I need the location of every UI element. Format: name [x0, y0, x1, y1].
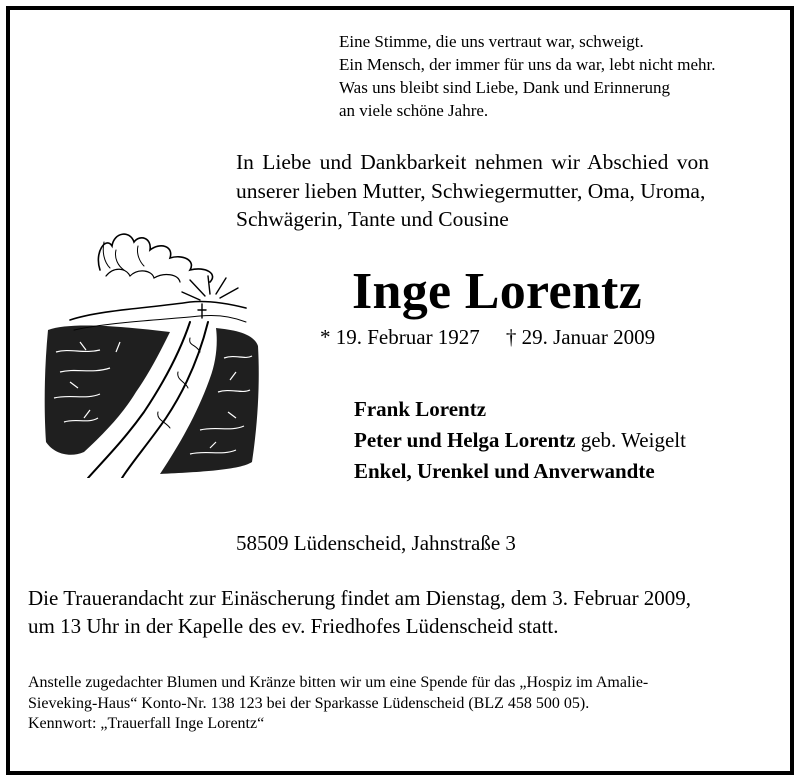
- donation-line: Kennwort: „Trauerfall Inge Lorentz“: [28, 715, 265, 732]
- intro-line: In Liebe und Dankbarkeit nehmen wir Abschied von: [236, 150, 709, 174]
- life-dates: [320, 325, 655, 350]
- mourners-list: [354, 394, 686, 487]
- poem: [339, 30, 716, 122]
- intro-line: Schwägerin, Tante und Cousine: [236, 207, 509, 231]
- landscape-illustration: [40, 222, 260, 478]
- mourner-line: Enkel, Urenkel und Anverwandte: [354, 459, 655, 483]
- donation-line: Sieveking-Haus“ Konto-Nr. 138 123 bei der Sparkasse Lüdenscheid (BLZ 458 500 05).: [28, 694, 590, 712]
- maiden-name-note: geb. Weigelt: [580, 428, 686, 452]
- poem-line: an viele schöne Jahre.: [339, 101, 489, 120]
- donation-line: Anstelle zugedachter Blumen und Kränze bitten wir um eine Spende für das „Hospiz im Amalie-: [28, 674, 649, 691]
- service-line: um 13 Uhr in der Kapelle des ev. Friedhofes Lüdenscheid statt.: [28, 614, 559, 638]
- mourner-names: Peter und Helga Lorentz: [354, 428, 576, 452]
- death-date: † 29. Januar 2009: [505, 325, 656, 349]
- service-info: [28, 584, 691, 640]
- poem-line: Was uns bleibt sind Liebe, Dank und Erinnerung: [339, 78, 671, 97]
- donation-note: [28, 673, 648, 735]
- poem-line: Ein Mensch, der immer für uns da war, lebt nicht mehr.: [339, 55, 716, 74]
- poem-line: Eine Stimme, die uns vertraut war, schweigt.: [339, 32, 644, 51]
- address: 58509 Lüdenscheid, Jahnstraße 3: [236, 531, 516, 555]
- mourner-line: [354, 425, 686, 456]
- intro-text: [236, 148, 709, 234]
- mourner-line: Frank Lorentz: [354, 397, 487, 421]
- intro-line: unserer lieben Mutter, Schwiegermutter, Oma, Uroma,: [236, 178, 706, 203]
- birth-date: * 19. Februar 1927: [320, 325, 480, 349]
- deceased-name: Inge Lorentz: [352, 263, 643, 320]
- service-line: Die Trauerandacht zur Einäscherung findet am Dienstag, dem 3. Februar 2009,: [28, 586, 692, 610]
